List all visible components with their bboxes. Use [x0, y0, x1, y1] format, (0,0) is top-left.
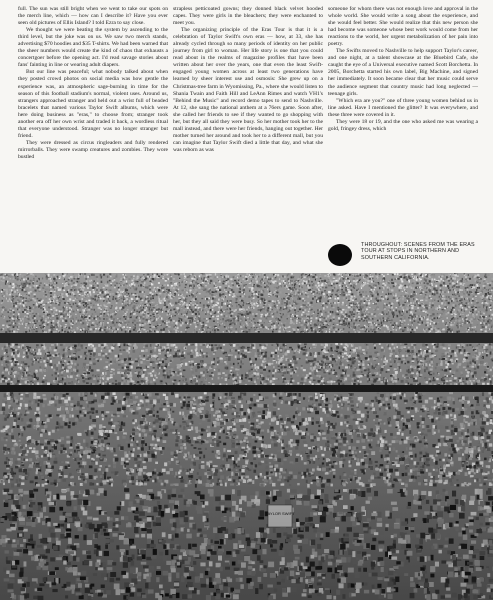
stadium-crowd-photo	[0, 273, 493, 600]
paragraph: The organizing principle of the Eras Tour is that it is a celebration of Taylor Swift's own eras — how, at 33, she has already cycled through so many periods of identity on her public journey from girl to woman. Her life story is one that you could read about in the realms of magazine profiles that have been written about her over the years, one that even the least Swift-engaged young women across at least two generations have learned by sheer interest use and osmosis: She grew up on a Christmas-tree farm in Wyomissing, Pa., where she would listen to Shania Twain and Faith Hill and LeAnn Rimes and watch VH1's "Behind the Music" and record demo tapes to send to Nashville. At 12, she sang the national anthem at a 76ers game. Soon after, she called her friends to see if they wanted to go shopping with her, but they all said they were busy. So her mother took her to the mall instead, and there were her friends, hanging out together. Her mother turned her around and took her to a different mall, but you can imagine that Taylor Swift died a little that day, and what she was reborn as was	[173, 27, 323, 153]
photo-caption-block	[328, 242, 488, 270]
paragraph: someone for whom there was not enough love and approval in the whole world. She would write a song about the experience, and she would feel better. She would realize that this new person she had become was someone whose best work would come from her reactions to the world, her urgent metabolization of her pain into poetry.	[328, 6, 478, 48]
paragraph: full. The sun was still bright when we went to take our spots on the merch line, which — how can I describe it? Have you ever seen old pictures of Ellis Island? I told Ezra to say close.	[18, 6, 168, 27]
paragraph: We thought we were beating the system by ascending to the third level, but the joke was on us. We saw two merch stands, advertising $70 hoodies and $35 T-shirts. We had been warned that the sheer numbers would create the kind of chaos that exhausts a concertgoer before the opening act. I'd read savage stories about fans' fainting in line or wearing adult diapers.	[18, 27, 168, 69]
paragraph: But our line was peaceful; what nobody talked about when they posted crowd photos on social media was how gentle the experience was, an atmospheric sage-burning in time for the season of this football stadium's normal, violent uses. Around us, strangers approached stranger and held out a wrist full of beaded bracelets that named various Taylor Swift albums, which were here doing business as "eras," to choose from; stranger took another era off her own wrist and traded it back, a wordless ritual that everyone understood. Stranger was no longer stranger but friend.	[18, 69, 168, 139]
article-column-1	[18, 6, 168, 161]
paragraph: "Which era are you?" one of three young women behind us in line asked. Have I mentioned the glitter? It was everywhere, and these three were covered in it.	[328, 97, 478, 118]
paragraph: They were 18 or 19, and the one who asked me was wearing a gold, fringey dress, which	[328, 118, 478, 132]
paragraph: They were dressed as circus ringleaders and fully rendered mirrorballs. They were swamp creatures and zombies. They wore bustled	[18, 139, 168, 160]
crowd-image	[0, 273, 493, 600]
redaction-blot	[328, 244, 352, 266]
paragraph: strapless petticoated gowns; they donned black velvet hooded capes. They were girls in the bleachers; they were enchanted to meet you.	[173, 6, 323, 27]
paragraph: The Swifts moved to Nashville to help support Taylor's career, and one night, at a talent showcase at the Bluebird Cafe, she caught the eye of a Universal executive named Scott Borchetta. In 2005, Borchetta started his own label, Big Machine, and signed her immediately. It soon became clear that her music could serve the audience segment that country music had long neglected — teenage girls.	[328, 48, 478, 97]
article-column-2	[173, 6, 323, 154]
article-column-3	[328, 6, 478, 133]
photo-caption: THROUGHOUT: SCENES FROM THE ERAS TOUR AT STOPS IN NORTHERN AND SOUTHERN CALIFORNIA.	[361, 242, 475, 261]
